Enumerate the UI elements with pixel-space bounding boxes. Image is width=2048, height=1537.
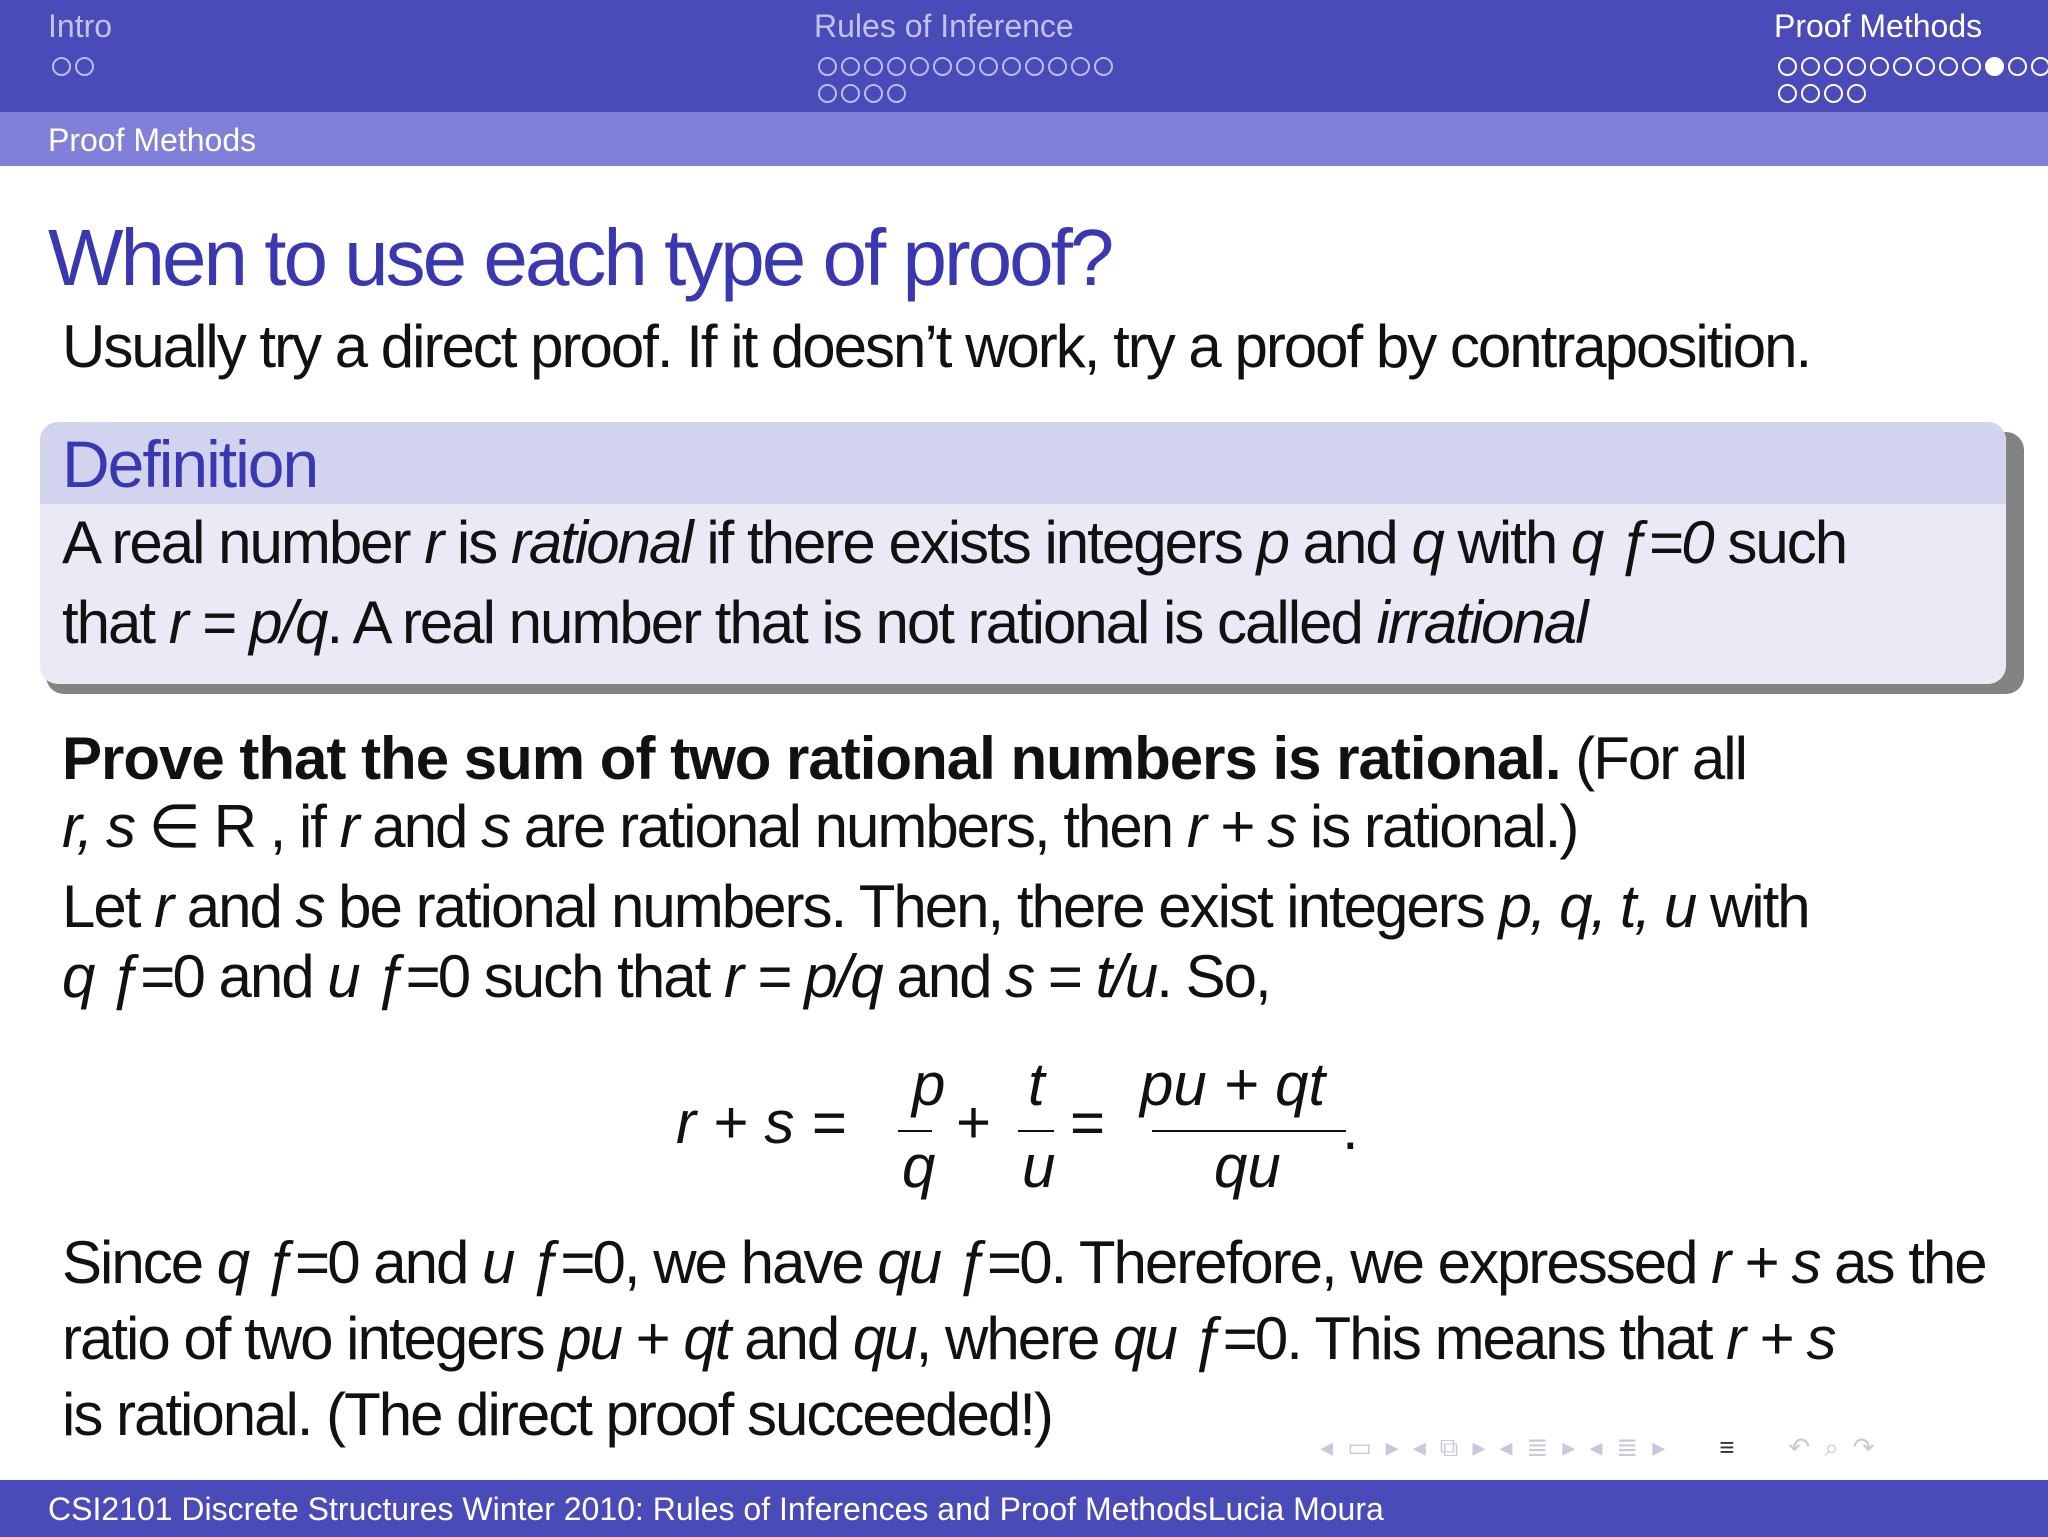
conclusion-line-1 [62,1228,1986,1297]
expr: q ƒ= [216,1229,328,1296]
nav-frame-dot[interactable] [1939,57,1958,76]
beamer-navigation-symbols [1320,1432,1875,1464]
nav-section-title[interactable]: Rules of Inference [814,8,1074,44]
nav-frame-dot[interactable] [979,57,998,76]
expr: p, q, t, u [1498,873,1696,940]
expr: t/u [1095,943,1157,1010]
footer-bar [0,1480,2048,1537]
text: + [621,1305,684,1372]
expr: u ƒ= [327,943,438,1010]
var: s [1005,943,1034,1010]
expr: r = p/q [168,589,327,656]
problem-line-2 [62,792,1577,862]
var: q [1411,509,1443,576]
nav-frame-dot[interactable] [933,57,952,76]
next-subsection-icon[interactable]: ▸ [1562,1432,1576,1462]
equation-period: . [1342,1095,1359,1162]
back-icon[interactable]: ↶ [1788,1432,1811,1462]
fraction-numerator-p: p [912,1051,946,1118]
term-rational: rational [510,509,692,576]
nav-dots [52,57,94,76]
prev-subsection-icon[interactable]: ◂ [1499,1432,1513,1462]
expr: q ƒ=0 [1570,509,1713,576]
nav-frame-dot[interactable] [1893,57,1912,76]
expr: r, s [62,793,135,860]
fraction-denominator-u: u [1022,1133,1056,1200]
nav-frame-dot[interactable] [2031,57,2048,76]
equals-sign: = [1070,1089,1106,1156]
problem-line-1 [62,724,1746,793]
nav-frame-dot[interactable] [818,57,837,76]
text: . A real number that is not rational is called [326,589,1377,656]
nav-frame-dot[interactable] [1025,57,1044,76]
subsection-icon[interactable]: ≣ [1526,1432,1549,1462]
next-slide-icon[interactable]: ▸ [1385,1432,1399,1462]
expr: u ƒ= [482,1229,593,1296]
text: Let [62,873,155,940]
text: are rational numbers, then [509,793,1187,860]
text: = [1033,943,1096,1010]
fraction-numerator-t: t [1028,1051,1045,1118]
nav-frame-dot[interactable] [1870,57,1889,76]
fraction-denominator-q: q [902,1133,936,1200]
text: 0. This means that [1254,1305,1727,1372]
definition-line-2 [62,588,1587,657]
text: 0, we have [592,1229,878,1296]
text: , where [915,1305,1114,1372]
equation-lhs: r + s = [676,1089,847,1156]
problem-statement: Prove that the sum of two rational numbers is rational. [62,725,1561,792]
nav-frame-dot[interactable] [1801,57,1820,76]
nav-frame-dot[interactable] [956,57,975,76]
text: 0 such that [437,943,724,1010]
expr: r + s [1711,1229,1820,1296]
conclusion-line-3: is rational. (The direct proof succeeded!) [62,1381,1052,1448]
nav-frame-dot[interactable] [864,84,883,103]
forward-icon[interactable]: ↷ [1852,1432,1875,1462]
nav-section-title[interactable]: Proof Methods [1774,8,1983,44]
var: s [481,793,510,860]
nav-frame-dot[interactable] [1962,57,1981,76]
fraction-denominator: qu [1214,1133,1281,1200]
text: be rational numbers. Then, there exist integers [323,873,1499,940]
nav-frame-dot[interactable] [818,84,837,103]
nav-frame-dot[interactable] [1071,57,1090,76]
text: as the [1819,1229,1986,1296]
nav-frame-dot[interactable] [1778,57,1797,76]
nav-frame-dot[interactable] [1847,57,1866,76]
align-icon[interactable]: ≡ [1719,1432,1735,1462]
subsection-bar [0,112,2048,166]
var: r [424,509,443,576]
expr: r = p/q [723,943,882,1010]
prev-slide-icon[interactable]: ◂ [1320,1432,1334,1462]
proof-line-2 [62,942,1270,1011]
text: that [62,589,169,656]
text: and [881,943,1006,1010]
nav-dots [1778,57,2048,76]
slide-icon[interactable]: ▭ [1347,1432,1372,1462]
slide-title: When to use each type of proof? [48,213,1112,302]
intro-text: Usually try a direct proof. If it doesn’t work, try a proof by contraposition. [62,313,1811,380]
nav-frame-dot[interactable] [52,57,71,76]
definition-title: Definition [62,427,318,501]
subsection-title: Proof Methods [48,122,257,158]
nav-frame-dot[interactable] [887,57,906,76]
nav-frame-dot[interactable] [1048,57,1067,76]
text: ratio of two integers [62,1305,559,1372]
expr: q ƒ= [62,943,173,1010]
conclusion-line-2 [62,1304,1834,1373]
text: and [172,873,296,940]
expr: pu [558,1305,622,1372]
nav-dots [1778,84,1866,103]
var: p [1256,509,1288,576]
nav-frame-dot[interactable] [1847,84,1866,103]
expr: r + s [1186,793,1296,860]
text: with [1695,873,1809,940]
text: 0 and [172,943,328,1010]
expr: qt [683,1305,730,1372]
text: ∈ R , if [134,793,340,860]
nav-frame-dot[interactable] [75,57,94,76]
text: such [1712,509,1847,576]
nav-frame-dot[interactable] [1002,57,1021,76]
section-icon[interactable]: ≣ [1616,1432,1639,1462]
footer-text: CSI2101 Discrete Structures Winter 2010: Rules of Inferences and Proof MethodsLucia Moura [48,1491,1384,1527]
term-irrational: irrational [1376,589,1587,656]
text: 0. Therefore, we expressed [1019,1229,1712,1296]
nav-frame-dot[interactable] [1094,57,1113,76]
text: and [729,1305,853,1372]
next-section-icon[interactable]: ▸ [1652,1432,1666,1462]
proof-line-1 [62,872,1809,941]
nav-frame-dot[interactable] [1801,84,1820,103]
text: is [442,509,511,576]
var: r [154,873,173,940]
text: with [1442,509,1571,576]
nav-frame-dot[interactable] [887,84,906,103]
text: (For all [1560,725,1746,792]
fraction-numerator: pu + qt [1140,1051,1326,1118]
nav-frame-dot[interactable] [1824,84,1843,103]
navigation-bar [0,0,2048,112]
var: s [295,873,324,940]
text: A real number [62,509,425,576]
nav-frame-dot[interactable] [1778,84,1797,103]
text: . So, [1156,943,1270,1010]
nav-frame-dot[interactable] [864,57,883,76]
nav-frame-dot[interactable] [910,57,929,76]
nav-current-frame-dot[interactable] [1985,57,2004,76]
text: if there exists integers [691,509,1257,576]
definition-line-1 [62,508,1846,577]
expr: qu ƒ= [877,1229,1020,1296]
text: and [1287,509,1412,576]
next-frame-icon[interactable]: ▸ [1472,1432,1486,1462]
nav-frame-dot[interactable] [2008,57,2027,76]
nav-section-title[interactable]: Intro [48,8,113,44]
expr: qu ƒ= [1113,1305,1255,1372]
nav-frame-dot[interactable] [841,84,860,103]
expr: qu [852,1305,916,1372]
definition-header [40,422,2006,504]
search-icon[interactable]: ⌕ [1824,1432,1839,1462]
nav-frame-dot[interactable] [1824,57,1843,76]
var: r [339,793,358,860]
nav-dots [818,84,906,103]
prev-section-icon[interactable]: ◂ [1589,1432,1603,1462]
text: Since [62,1229,217,1296]
text: is rational.) [1295,793,1578,860]
expr: r + s [1726,1305,1835,1372]
nav-frame-dot[interactable] [841,57,860,76]
text: 0 and [327,1229,483,1296]
prev-frame-icon[interactable]: ◂ [1412,1432,1426,1462]
nav-dots [818,57,1113,76]
plus-sign: + [956,1089,992,1156]
frame-icon[interactable]: ⧉ [1439,1432,1459,1462]
text: and [357,793,482,860]
nav-frame-dot[interactable] [1916,57,1935,76]
